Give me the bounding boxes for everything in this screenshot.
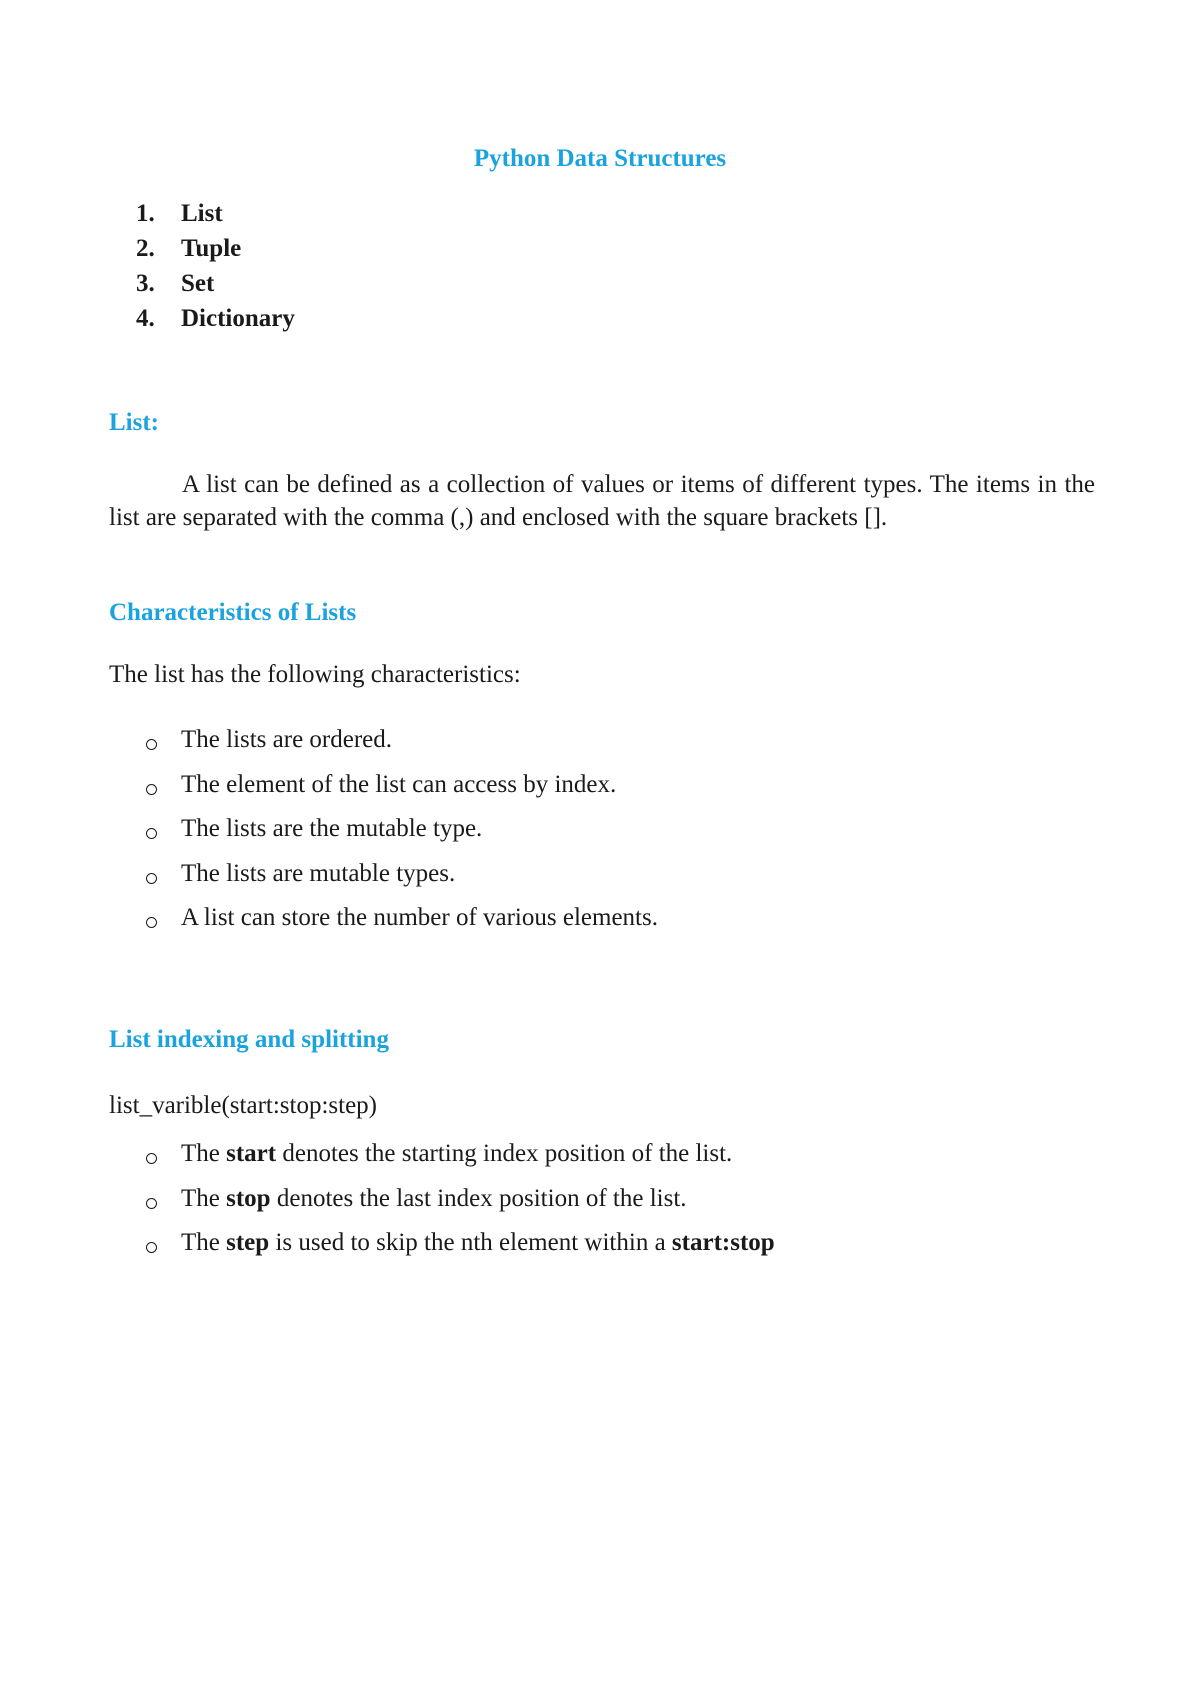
list-item: The lists are ordered.	[181, 726, 393, 753]
indexing-list	[144, 1138, 775, 1272]
list-item: The lists are the mutable type.	[181, 815, 483, 842]
list-item: The lists are mutable types.	[181, 859, 456, 887]
list-item: 2. Tuple	[136, 235, 242, 262]
list-item: 4. Dictionary	[136, 305, 295, 332]
page-title: Python Data Structures	[473, 145, 727, 172]
indexing-heading: List indexing and splitting	[109, 1026, 389, 1053]
list-item: The element of the list can access by index.	[181, 770, 617, 798]
list-item: The start denotes the starting index position of the list.	[181, 1140, 733, 1167]
characteristics-heading: Characteristics of Lists	[109, 599, 357, 626]
list-item: A list can store the number of various elements.	[181, 904, 658, 931]
list-item: The step is used to skip the nth element within a start:stop	[181, 1229, 775, 1256]
list-item: The stop denotes the last index position of the list.	[181, 1184, 687, 1212]
list-item: 1. List	[136, 200, 223, 227]
list-item: 3. Set	[136, 270, 215, 297]
characteristics-list	[144, 724, 658, 947]
list-definition-paragraph: A list can be defined as a collection of values or items of different types. The items in the list are separated with the comma (,) and enclosed with the square brackets [].	[109, 471, 1095, 531]
characteristics-intro: The list has the following characteristics:	[109, 661, 521, 688]
slice-syntax: list_varible(start:stop:step)	[109, 1092, 378, 1119]
list-heading: List:	[109, 409, 159, 436]
data-structures-list	[136, 196, 295, 336]
